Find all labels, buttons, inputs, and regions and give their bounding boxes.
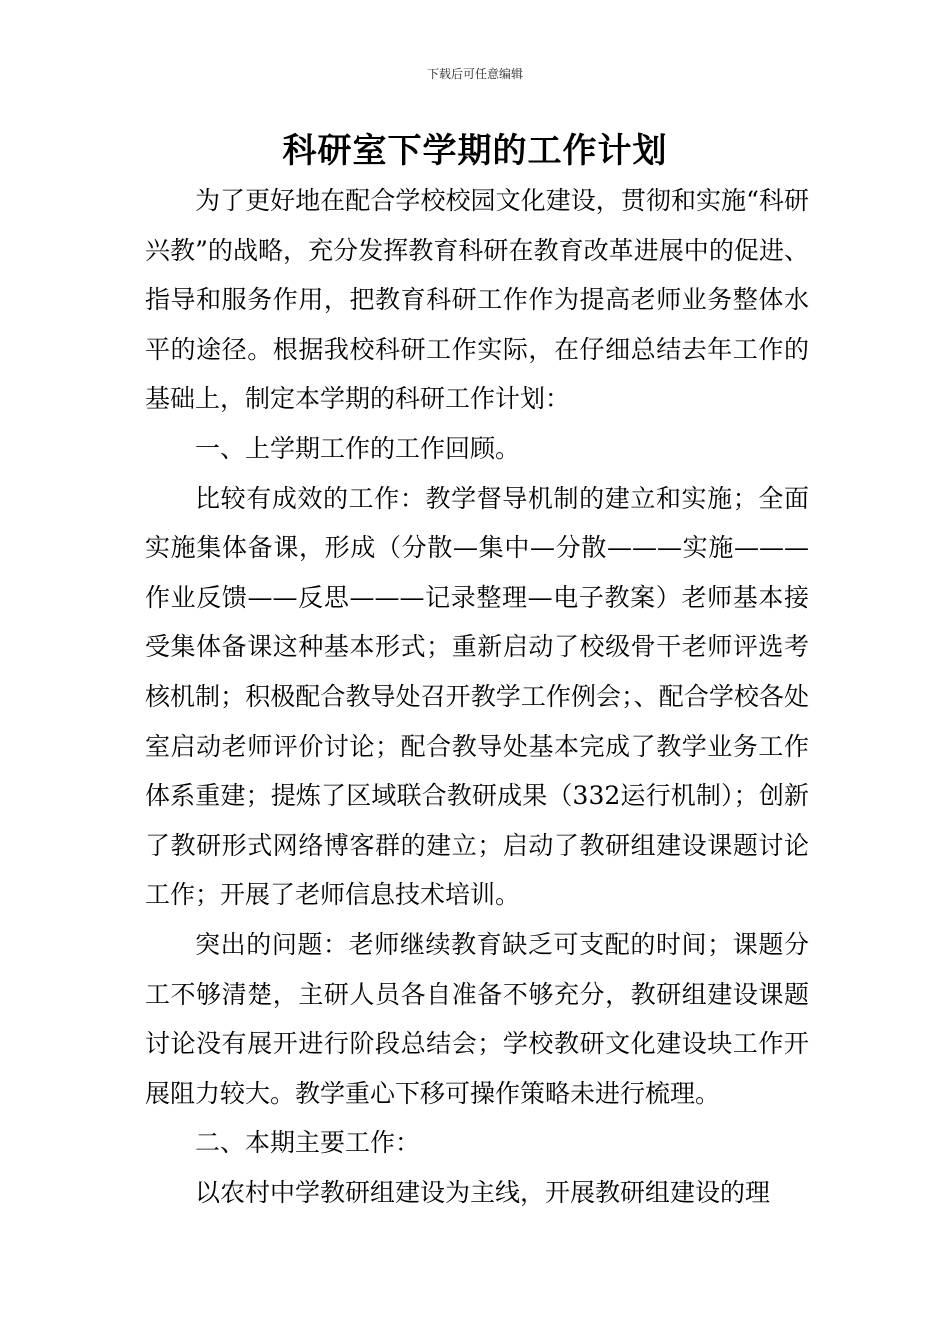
section-heading-review: 一、上学期工作的工作回顾。 xyxy=(195,433,521,463)
problems-paragraph: 突出的问题：老师继续教育缺乏可支配的时间；课题分工不够清楚，主研人员各自准备不够充分，教研组建设课题讨论没有展开进行阶段总结会；学校教研文化建设块工作开展阻力较大。教学重心下移可操作策略未进行梳理。 xyxy=(145,929,809,1108)
document-body xyxy=(145,176,809,1217)
achievements-paragraph: 比较有成效的工作：教学督导机制的建立和实施；全面实施集体备课，形成（分散—集中—分散———实施———作业反馈——反思———记录整理—电子教案）老师基本接受集体备课这种基本形式；重新启动了校级骨干老师评选考核机制；积极配合教导处召开教学工作例会；、配合学校各处室启动老师评价讨论；配合教导处基本完成了教学业务工作体系重建；提炼了区域联合教研成果（332运行机制）；创新了教研形式网络博客群的建立；启动了教研组建设课题讨论工作；开展了老师信息技术培训。 xyxy=(145,483,809,910)
intro-paragraph: 为了更好地在配合学校校园文化建设，贯彻和实施“科研兴教”的战略，充分发挥教育科研在教育改革进展中的促进、指导和服务作用，把教育科研工作作为提高老师业务整体水平的途径。根据我校科研工作实际，在仔细总结去年工作的基础上，制定本学期的科研工作计划： xyxy=(145,186,809,414)
header-note: 下载后可任意编辑 xyxy=(426,67,523,81)
document-title: 科研室下学期的工作计划 xyxy=(282,131,668,171)
main-work-paragraph: 以农村中学教研组建设为主线，开展教研组建设的理 xyxy=(195,1177,771,1207)
section-heading-main-work: 二、本期主要工作： xyxy=(195,1128,421,1158)
